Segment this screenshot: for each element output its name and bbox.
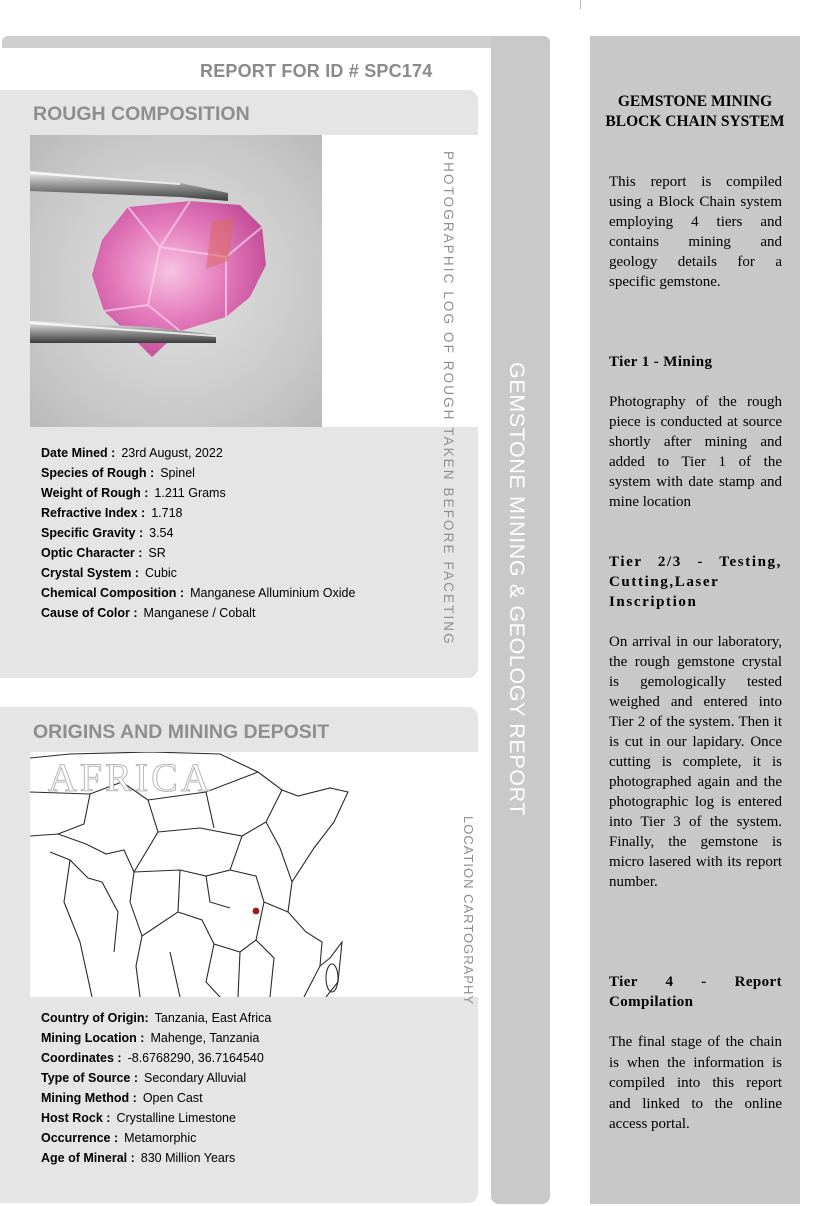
- fact-host-rock: Host Rock : Crystalline Limestone: [41, 1111, 236, 1125]
- top-divider-tick: [580, 0, 581, 9]
- fact-chemical-composition: Chemical Composition : Manganese Alluminium Oxide: [41, 586, 356, 600]
- sidebar-intro: This report is compiled using a Block Chain system employing 4 tiers and contains mining and geology details for a specific gemstone.: [609, 174, 782, 290]
- fact-species: Species of Rough : Spinel: [41, 466, 195, 480]
- map-caption: LOCATION CARTOGRAPHY: [461, 816, 476, 1006]
- blockchain-sidebar: [590, 36, 800, 1204]
- fact-date-mined: Date Mined : 23rd August, 2022: [41, 446, 223, 460]
- map-frame: [30, 752, 478, 1006]
- tier23-text: On arrival in our laboratory, the rough gemstone crystal is gemologically tested weighed and entered into Tier 2 of the system. Then it is cut in our lapidary. Once cutting is complete, it is photographed again and the photographic log is entered into Tier 3 of the system. Finally, the gemstone is micro lasered with its report number.: [609, 634, 782, 890]
- fact-mining-location: Mining Location : Mahenge, Tanzania: [41, 1031, 260, 1045]
- fact-country-of-origin: Country of Origin: Tanzania, East Africa: [41, 1011, 272, 1025]
- fact-age-of-mineral: Age of Mineral : 830 Million Years: [41, 1151, 236, 1165]
- fact-crystal-system: Crystal System : Cubic: [41, 566, 177, 580]
- fact-coordinates: Coordinates : -8.6768290, 36.7164540: [41, 1051, 264, 1065]
- origin-facts-list: [41, 1008, 271, 1168]
- fact-specific-gravity: Specific Gravity : 3.54: [41, 526, 174, 540]
- origins-panel: [0, 707, 478, 1203]
- tier1-text: Photography of the rough piece is conducted at source shortly after mining and added to Tier 1 of the system with date stamp and mine location: [609, 394, 782, 510]
- fact-type-of-source: Type of Source : Secondary Alluvial: [41, 1071, 247, 1085]
- map-region-label: AFRICA: [48, 755, 213, 800]
- fact-mining-method: Mining Method : Open Cast: [41, 1091, 203, 1105]
- tier23-heading: Tier 2/3 - Testing, Cutting,Laser Inscription: [609, 554, 782, 610]
- tier4-heading: Tier 4 - Report Compilation: [609, 974, 782, 1010]
- rough-composition-heading: ROUGH COMPOSITION: [33, 103, 250, 125]
- rough-facts-list: [41, 443, 355, 623]
- sidebar-title: GEMSTONE MINING BLOCK CHAIN SYSTEM: [605, 93, 785, 130]
- origins-heading: ORIGINS AND MINING DEPOSIT: [33, 721, 330, 743]
- fact-optic-character: Optic Character : SR: [41, 546, 166, 560]
- top-bar: [2, 36, 550, 48]
- rough-gemstone-photo: [30, 135, 322, 427]
- rough-composition-panel: [0, 90, 478, 678]
- fact-cause-of-color: Cause of Color : Manganese / Cobalt: [41, 606, 256, 620]
- fact-refractive-index: Refractive Index : 1.718: [41, 506, 183, 520]
- photo-caption: PHOTOGRAPHIC LOG OF ROUGH TAKEN BEFORE FACETING: [441, 151, 456, 646]
- location-marker-icon: [253, 908, 260, 915]
- tier4-text: The final stage of the chain is when the information is compiled into this report and linked to the online access portal.: [609, 1034, 782, 1132]
- africa-map: [30, 752, 365, 997]
- report-side-title: GEMSTONE MINING & GEOLOGY REPORT: [505, 362, 529, 817]
- report-title: REPORT FOR ID # SPC174: [200, 61, 433, 81]
- fact-weight: Weight of Rough : 1.211 Grams: [41, 486, 226, 500]
- tier1-heading: Tier 1 - Mining: [609, 354, 713, 370]
- fact-occurrence: Occurrence : Metamorphic: [41, 1131, 197, 1145]
